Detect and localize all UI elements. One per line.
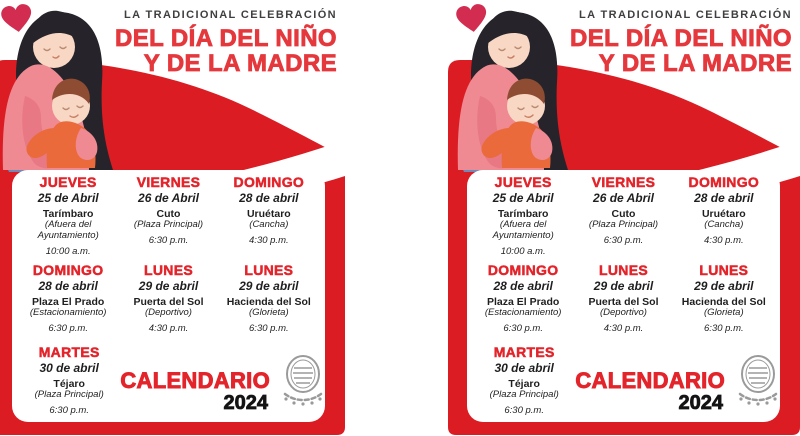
event-day: LUNES	[699, 262, 749, 278]
event-entry	[473, 174, 573, 262]
event-detail: (Deportivo)	[144, 307, 192, 318]
event-date: 29 de abril	[694, 279, 754, 293]
event-detail: (Plaza Principal)	[588, 219, 659, 230]
event-entry	[219, 174, 319, 262]
event-entry	[573, 174, 673, 262]
event-day: JUEVES	[39, 174, 97, 190]
event-day: LUNES	[244, 262, 294, 278]
event-venue: Cuto	[156, 208, 181, 220]
event-detail: (Cancha)	[249, 219, 289, 230]
event-time: 10:00 a.m.	[45, 245, 91, 257]
event-date: 25 de Abril	[492, 191, 554, 205]
calendar-title-block	[575, 344, 725, 422]
event-time: 4:30 p.m.	[249, 234, 289, 246]
event-venue: Uruétaro	[246, 208, 291, 220]
event-day: LUNES	[599, 262, 648, 278]
event-venue: Puerta del Sol	[133, 296, 204, 308]
event-day: DOMINGO	[487, 262, 559, 278]
event-day: DOMINGO	[688, 174, 760, 190]
event-venue: Puerta del Sol	[588, 296, 659, 308]
event-venue: Cuto	[611, 208, 636, 220]
event-detail: (Cancha)	[704, 219, 744, 230]
event-date: 28 de abril	[38, 279, 98, 293]
event-day: MARTES	[493, 344, 555, 360]
event-detail: (Afuera del Ayuntamiento)	[492, 219, 554, 241]
calendar-row-1	[473, 174, 774, 262]
event-date: 29 de abril	[138, 279, 199, 293]
event-venue: Téjaro	[53, 378, 85, 390]
event-date: 25 de Abril	[37, 191, 99, 205]
event-date: 30 de abril	[39, 361, 99, 375]
event-entry	[18, 262, 118, 344]
flyer-header	[67, 10, 337, 76]
event-venue: Uruétaro	[701, 208, 746, 220]
event-time: 4:30 p.m.	[148, 322, 189, 334]
event-detail: (Glorieta)	[704, 307, 744, 318]
title-line-2: Y DE LA MADRE	[598, 50, 792, 78]
event-time: 6:30 p.m.	[249, 322, 289, 334]
event-entry	[18, 344, 120, 422]
event-entry	[118, 174, 218, 262]
event-time: 6:30 p.m.	[49, 404, 89, 416]
event-entry	[18, 174, 118, 262]
event-entry	[473, 344, 575, 422]
event-detail: (Glorieta)	[249, 307, 289, 318]
calendar-title-block	[120, 344, 270, 422]
event-time: 6:30 p.m.	[603, 234, 644, 246]
event-day: VIERNES	[591, 174, 656, 190]
seal-cell	[270, 344, 336, 422]
event-date: 28 de abril	[694, 191, 754, 205]
calendar-row-2	[473, 262, 774, 344]
kicker-text: LA TRADICIONAL CELEBRACIÓN	[578, 9, 792, 21]
calendario-year: 2024	[678, 392, 723, 414]
event-date: 28 de abril	[493, 279, 553, 293]
calendar-row-3	[18, 344, 319, 422]
event-time: 6:30 p.m.	[48, 322, 88, 334]
event-detail: (Estacionamiento)	[484, 307, 562, 318]
event-detail: (Deportivo)	[599, 307, 647, 318]
event-entry	[674, 262, 774, 344]
event-day: VIERNES	[136, 174, 201, 190]
event-day: DOMINGO	[233, 174, 305, 190]
event-day: DOMINGO	[32, 262, 104, 278]
event-date: 29 de abril	[239, 279, 299, 293]
event-date: 26 de Abril	[593, 191, 654, 205]
event-entry	[118, 262, 218, 344]
municipal-seal-icon	[280, 354, 326, 408]
title-line-1: DEL DÍA DEL NIÑO	[115, 25, 337, 52]
seal-cell	[725, 344, 791, 422]
event-venue: Hacienda del Sol	[681, 296, 766, 308]
event-venue: Plaza El Prado	[486, 296, 560, 308]
flyer	[0, 0, 345, 436]
event-day: LUNES	[144, 262, 193, 278]
calendario-year: 2024	[223, 392, 268, 414]
calendar-row-2	[18, 262, 319, 344]
event-venue: Tarímbaro	[42, 208, 94, 220]
event-time: 6:30 p.m.	[504, 404, 544, 416]
event-time: 6:30 p.m.	[704, 322, 744, 334]
flyer-header	[522, 10, 792, 76]
event-entry	[573, 262, 673, 344]
event-day: JUEVES	[494, 174, 552, 190]
event-detail: (Plaza Principal)	[133, 219, 204, 230]
event-entry	[473, 262, 573, 344]
event-date: 26 de Abril	[138, 191, 199, 205]
event-detail: (Plaza Principal)	[489, 389, 559, 400]
event-time: 4:30 p.m.	[704, 234, 744, 246]
calendar-row-3	[473, 344, 774, 422]
event-venue: Hacienda del Sol	[226, 296, 311, 308]
event-detail: (Afuera del Ayuntamiento)	[37, 219, 99, 241]
event-date: 29 de abril	[593, 279, 654, 293]
flyer-panel-right	[400, 0, 800, 436]
calendario-label: CALENDARIO	[120, 368, 270, 393]
event-venue: Plaza El Prado	[31, 296, 105, 308]
event-day: MARTES	[38, 344, 100, 360]
event-time: 6:30 p.m.	[503, 322, 543, 334]
kicker-text: LA TRADICIONAL CELEBRACIÓN	[123, 9, 337, 21]
calendar-row-1	[18, 174, 319, 262]
calendario-label: CALENDARIO	[575, 368, 725, 393]
event-entry	[674, 174, 774, 262]
event-entry	[219, 262, 319, 344]
event-date: 28 de abril	[239, 191, 299, 205]
event-detail: (Plaza Principal)	[34, 389, 104, 400]
event-time: 6:30 p.m.	[148, 234, 189, 246]
calendar-card	[467, 170, 780, 422]
title-line-2: Y DE LA MADRE	[143, 50, 337, 78]
event-time: 4:30 p.m.	[603, 322, 644, 334]
title-line-1: DEL DÍA DEL NIÑO	[570, 25, 792, 52]
event-detail: (Estacionamiento)	[29, 307, 107, 318]
event-venue: Tarímbaro	[497, 208, 549, 220]
event-time: 10:00 a.m.	[500, 245, 546, 257]
calendar-card	[12, 170, 325, 422]
flyer	[400, 0, 800, 436]
event-venue: Téjaro	[508, 378, 540, 390]
municipal-seal-icon	[735, 354, 781, 408]
event-date: 30 de abril	[494, 361, 554, 375]
